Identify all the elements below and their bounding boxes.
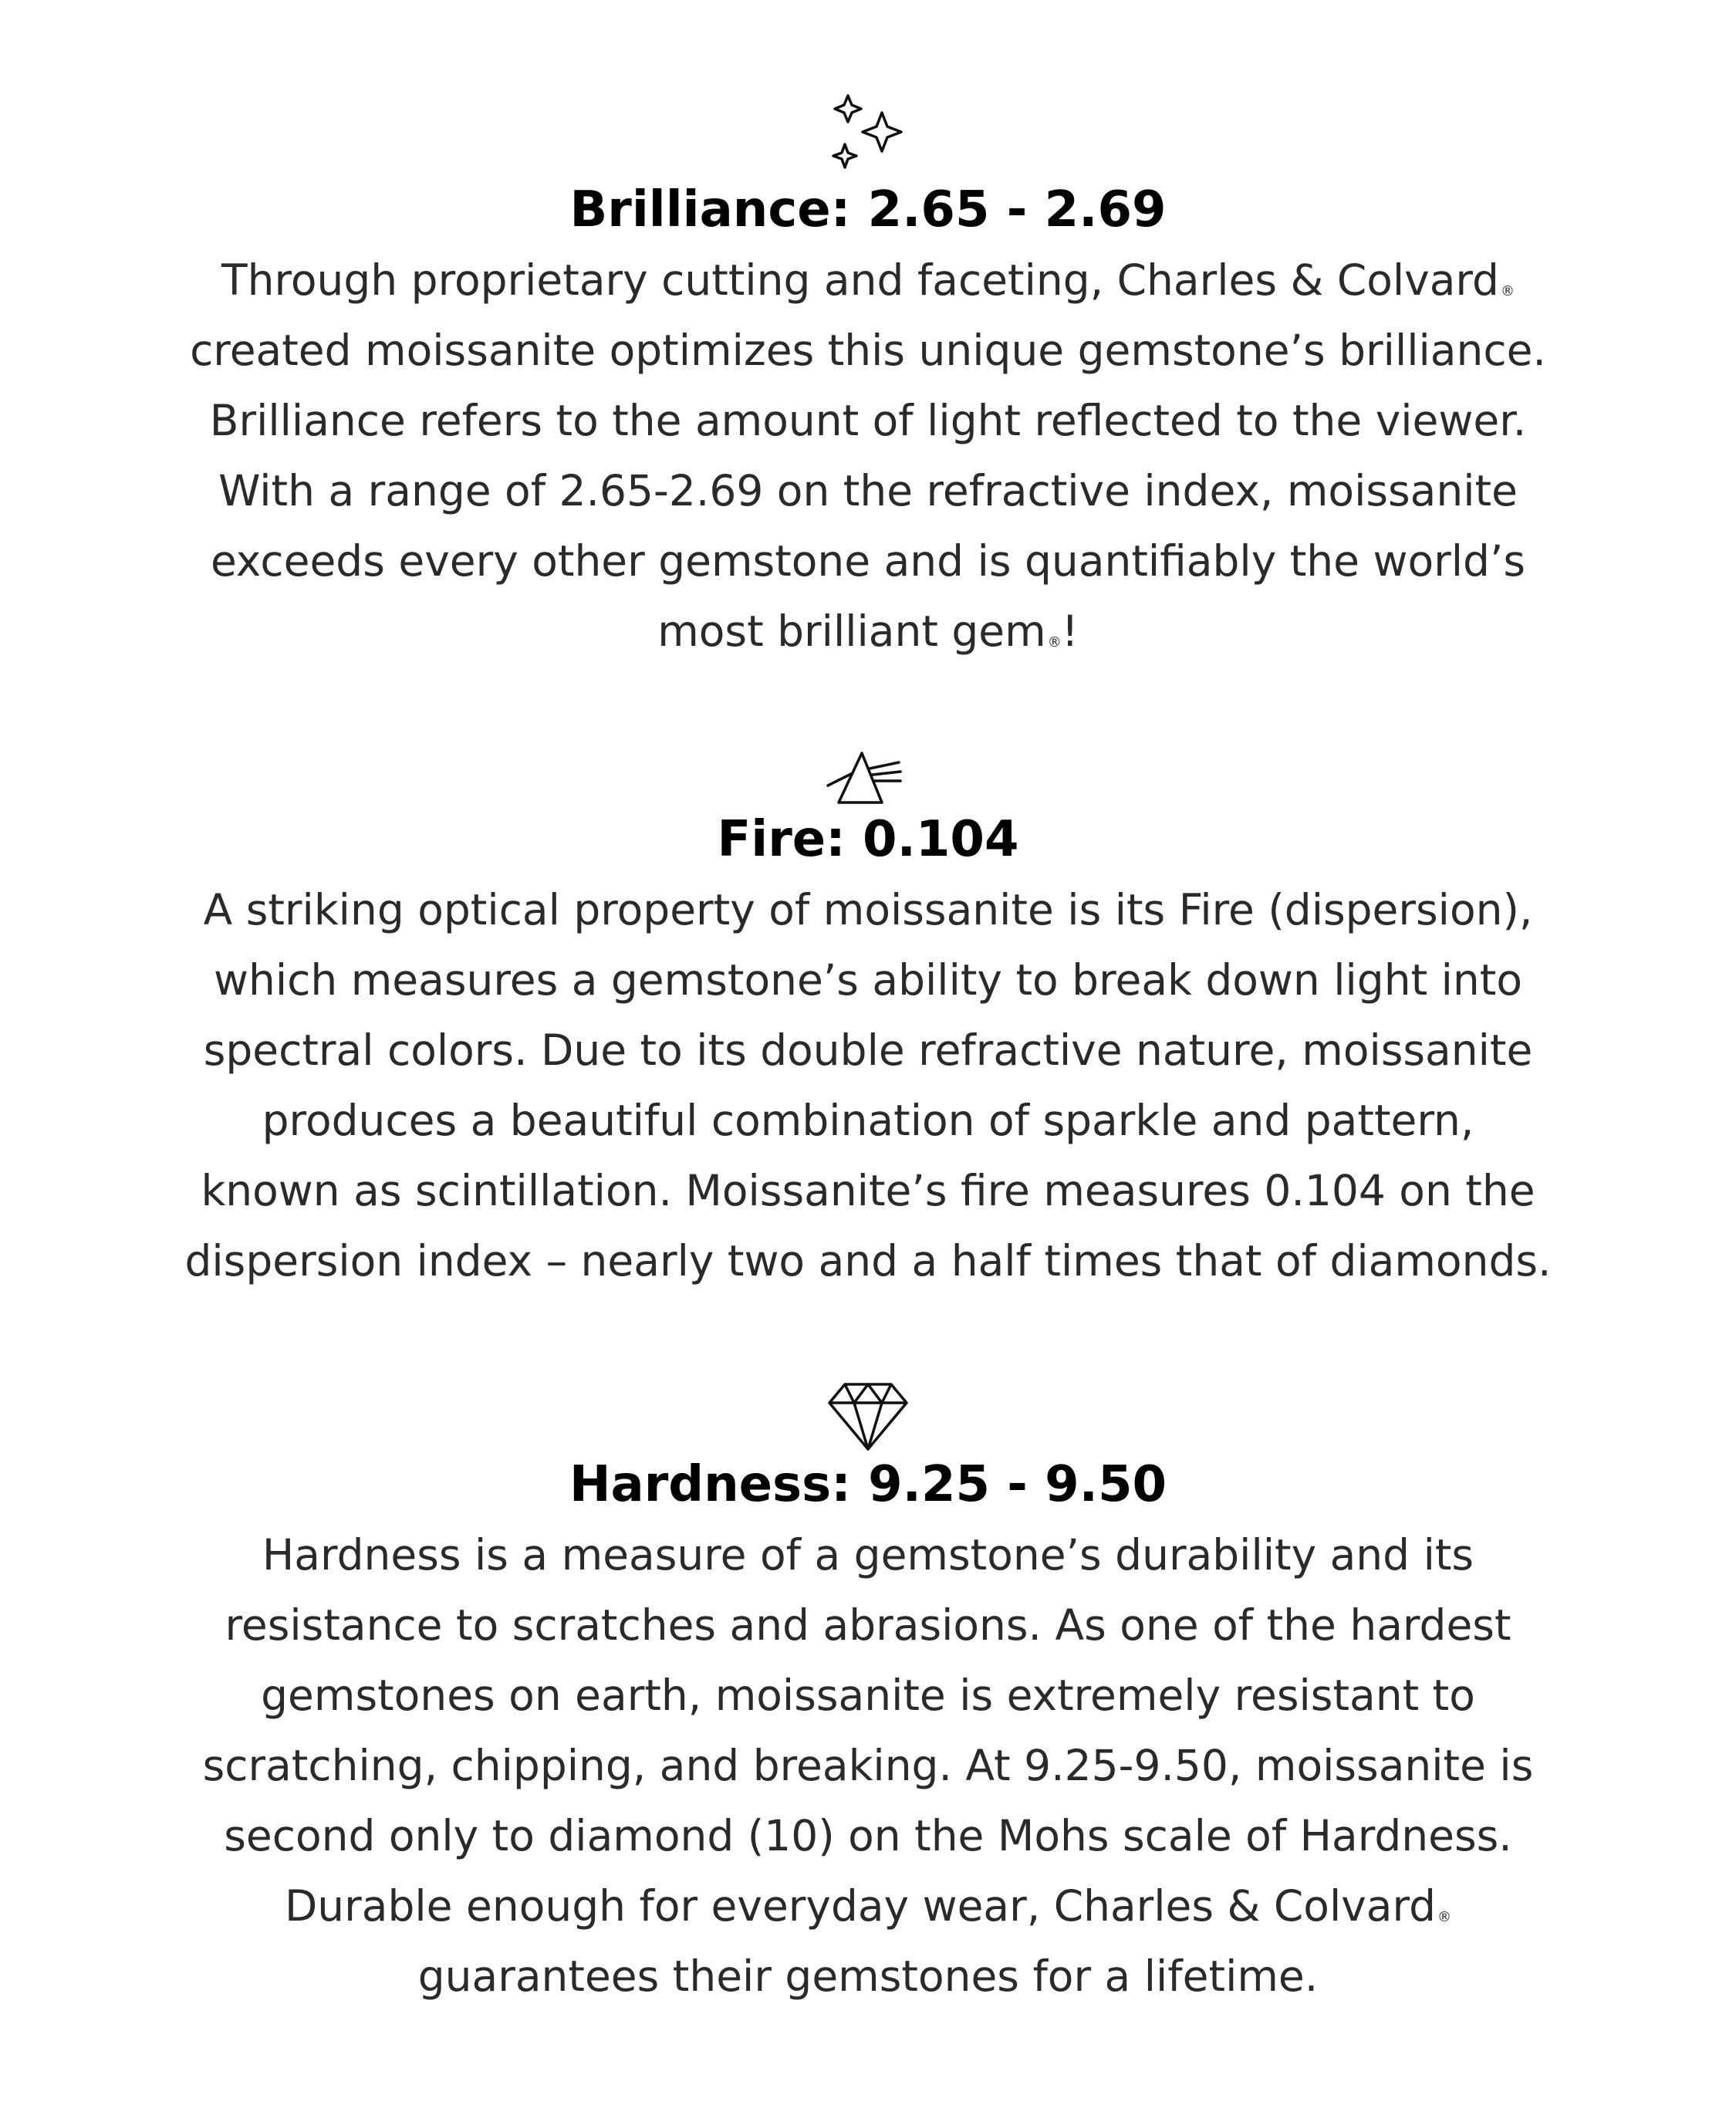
text-line: known as scintillation. Moissanite’s fire measures 0.104 on the [201, 1166, 1535, 1215]
fire-section [0, 747, 1736, 1296]
prism-icon [822, 747, 914, 809]
text-line: Brilliance refers to the amount of light reflected to the viewer. [209, 396, 1527, 445]
hardness-description [0, 1520, 1736, 2012]
fire-title: Fire: 0.104 [717, 811, 1019, 868]
registered-mark: ® [1437, 1909, 1452, 1925]
text-line: A striking optical property of moissanite is its Fire (dispersion), [203, 885, 1533, 934]
hardness-section [0, 1377, 1736, 2012]
brilliance-description [0, 245, 1736, 667]
text-line: scratching, chipping, and breaking. At 9.25-9.50, moissanite is [202, 1741, 1534, 1790]
text-line: resistance to scratches and abrasions. As one of the hardest [225, 1600, 1511, 1650]
registered-mark: ® [1047, 634, 1062, 650]
text-line: Hardness is a measure of a gemstone’s durability and its [262, 1530, 1474, 1580]
registered-mark: ® [1500, 283, 1515, 299]
diamond-icon [822, 1377, 914, 1454]
text-line: second only to diamond (10) on the Mohs scale of Hardness. [224, 1811, 1512, 1860]
text-line: dispersion index – nearly two and a half times that of diamonds. [184, 1236, 1552, 1286]
text-line: most brilliant gem ®! [657, 607, 1079, 656]
hardness-title: Hardness: 9.25 - 9.50 [569, 1456, 1167, 1513]
text-line: spectral colors. Due to its double refractive nature, moissanite [203, 1026, 1533, 1075]
text-line: Through proprietary cutting and faceting, Charles & Colvard ® [221, 255, 1515, 305]
brilliance-section [0, 86, 1736, 667]
fire-description [0, 875, 1736, 1296]
sparkles-icon [822, 86, 914, 179]
text-line: gemstones on earth, moissanite is extremely resistant to [261, 1671, 1475, 1720]
text-line: produces a beautiful combination of sparkle and pattern, [262, 1096, 1474, 1145]
text-line: created moissanite optimizes this unique gemstone’s brilliance. [190, 326, 1546, 375]
text-line: which measures a gemstone’s ability to break down light into [214, 955, 1522, 1005]
text-line: Durable enough for everyday wear, Charles & Colvard ® [284, 1881, 1452, 1931]
brilliance-title: Brilliance: 2.65 - 2.69 [569, 181, 1167, 238]
text-line: guarantees their gemstones for a lifetime. [417, 1951, 1319, 2001]
text-line: exceeds every other gemstone and is quantifiably the world’s [210, 536, 1526, 586]
text-line: With a range of 2.65-2.69 on the refractive index, moissanite [218, 466, 1518, 515]
